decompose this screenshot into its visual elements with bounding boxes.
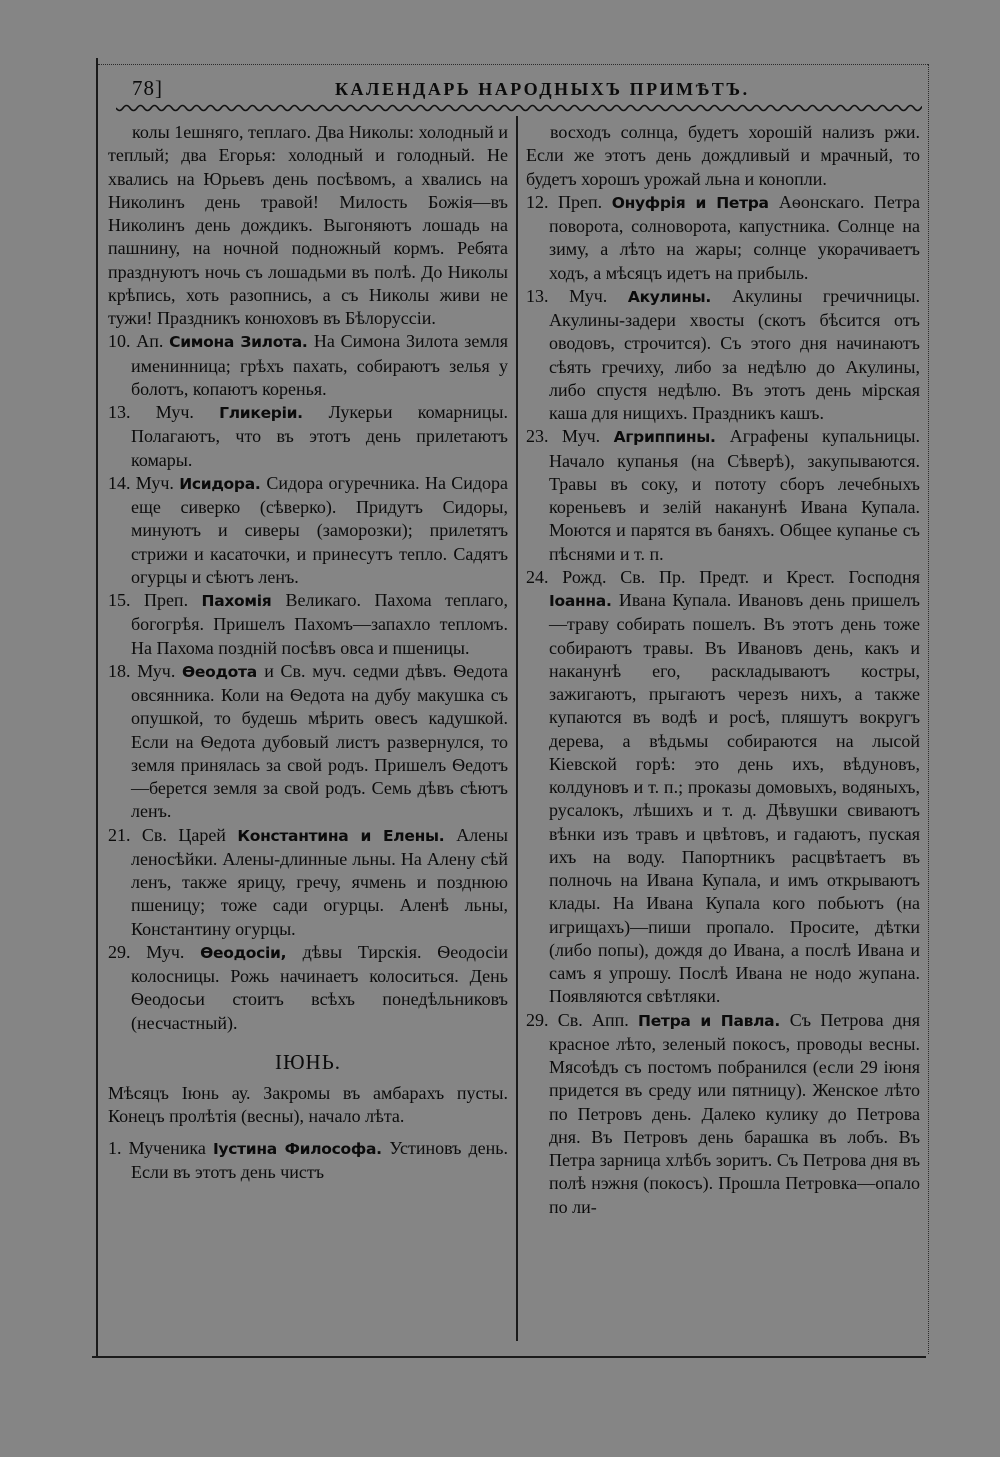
saint-name: Исидора. <box>179 474 267 493</box>
entry-date-label: 21. Св. Царей <box>108 824 238 845</box>
entry-continuation <box>526 121 920 191</box>
entry-date-label: 13. Муч. <box>108 402 220 422</box>
saint-name: Гликеріи. <box>219 404 329 422</box>
column-divider <box>516 116 518 1341</box>
entry-date-label: 12. Преп. <box>526 191 612 212</box>
entry-text: Великаго. Пахома теплаго, богогрѣя. Пришелъ Пахомъ—запахло тепломъ. На Пахома поздній посѣвъ овса и пшеницы. <box>131 590 508 658</box>
entry-june-24 <box>526 566 920 1009</box>
entry-date-label: 29. Св. Апп. <box>526 1009 639 1030</box>
entry-may-18 <box>108 660 508 824</box>
entry-text: и Св. муч. седми дѣвъ. Ѳедота овсянника. Коли на Ѳедота на дубу макушка съ опушкой, то будешь мѣрить овесъ кадушкой. Если на Ѳедота дубовый листъ развернулся, то земля принялась за свой родъ. Пришелъ Ѳедотъ—берется земля за свой родъ. Семь дѣвъ сѣютъ ленъ. <box>131 660 508 822</box>
entry-text: Аграфены купальницы. Начало купанья (на Сѣверѣ), закупываются. Травы въ соку, и пототу сборъ лечебныхъ кореньевъ и зелій наканунѣ Ивана Купала. Моются и парятся въ баняхъ. Общее купанье съ пѣснями и т. п. <box>549 426 920 564</box>
entry-may-10 <box>108 330 508 401</box>
entry-text: дѣвы Тирскія. Ѳеодосіи колосницы. Рожь начинаетъ колоситься. День Ѳеодосьи стоитъ всѣхъ понедѣльниковъ (несчастный). <box>131 941 509 1033</box>
wavy-rule-ornament <box>116 100 922 116</box>
entry-text: На Симона Зилота земля именинница; грѣхъ пахать, собираютъ зелья у болотъ, копаютъ коренья. <box>131 331 508 399</box>
entry-may-13 <box>108 401 508 472</box>
month-heading-june: ІЮНЬ. <box>274 1049 342 1074</box>
entry-text: Аѳонскаго. Петра поворота, солноворота, капустника. Солнце на зиму, а лѣто на жары; солнце укорачиваетъ ходъ, а мѣсяцъ идетъ на прибыль. <box>549 191 920 283</box>
entry-date-label: 23. Муч. <box>526 426 614 447</box>
entry-june-1 <box>108 1137 508 1185</box>
top-dotted-border <box>98 64 928 65</box>
saint-name: Онуфрія и Петра <box>611 193 779 212</box>
entry-date-label: 13. Муч. <box>526 285 628 306</box>
entry-may-29 <box>108 941 508 1035</box>
entry-date-label: 1. Мученика <box>108 1137 213 1158</box>
left-border-line <box>96 58 98 1358</box>
saint-name: Петра и Павла. <box>638 1011 790 1030</box>
entry-date-label: 14. Муч. <box>108 472 180 493</box>
saint-name: Акулины. <box>627 287 733 306</box>
saint-name: Агриппины. <box>613 428 730 447</box>
entry-june-29 <box>526 1009 920 1219</box>
entry-date-label: 10. Ап. <box>108 331 170 352</box>
saint-name: Симона Зилота. <box>169 333 314 352</box>
saint-name: Константина и Елены. <box>237 826 457 845</box>
saint-name: Пахомія <box>201 592 286 610</box>
saint-name: Іоанна. <box>549 592 619 610</box>
entry-may-15 <box>108 589 508 660</box>
entry-date-label: 15. Преп. <box>108 590 202 610</box>
entry-date-label: 24. Рожд. Св. Пр. Предт. и Крест. Господня <box>526 566 920 587</box>
right-dotted-border <box>928 64 930 1354</box>
bottom-border-line <box>92 1356 926 1358</box>
running-title: КАЛЕНДАРЬ НАРОДНЫХЪ ПРИМѢТЪ. <box>335 79 750 99</box>
month-intro: Мѣсяцъ Іюнь ау. Закромы въ амбарахъ пусты. Конецъ пролѣтія (весны), начало лѣта. <box>108 1083 508 1127</box>
entry-june-13 <box>526 285 920 426</box>
entry-text: колы 1ешняго, теплаго. Два Николы: холодный и теплый; два Егорья: холодный и голодный. Не хвались на Юрьевъ день посѣвомъ, а хвались на Николинъ день травой! Милость Божія—въ Николинъ день дождикъ. Выгоняютъ лошадь на пашнину, на ночной подножный кормъ. Ребята празднуютъ ночь съ лошадьми въ полѣ. До Николы крѣпись, хоть разопнись, а съ Николы живи не тужи! Праздникъ конюховъ въ Бѣлоруссіи. <box>108 122 508 328</box>
entry-june-12 <box>526 191 920 285</box>
entry-text: Сидора огуречника. На Сидора еще сиверко (сѣверко). Придутъ Сидоры, минуютъ и сиверы (заморозки); прилетятъ стрижи и касаточки, и принесутъ тепло. Садятъ огурцы и сѣютъ ленъ. <box>131 472 509 587</box>
left-column <box>108 121 508 1184</box>
entry-date-label: 18. Муч. <box>108 660 183 681</box>
entry-text: Съ Петрова дня красное лѣто, зеленый покосъ, проводы весны. Мясоѣдъ съ постомъ побранился (если 29 іюня придется въ среду или пятницу). Женское лѣто по Петровъ день. Далеко кулику до Петрова дня. Въ Петровъ день барашка въ лобъ. Въ Петра зарница хлѣбъ зоритъ. Съ Петрова дня въ полѣ нэжня (покосъ). Прошла Петровка—опало по ли- <box>549 1009 920 1217</box>
entry-text: Ивана Купала. Ивановъ день пришелъ—траву собирать пошелъ. Въ этотъ день тоже собираютъ травы. Въ Ивановъ день, какъ и наканунѣ его, раскладываютъ костры, зажигаютъ, прыгаютъ черезъ нихъ, а также купаются въ водѣ и росѣ, пляшутъ вокругъ дерева, а вѣдьмы собираются на лысой Кіевской горѣ: это день ихъ, вѣдуновъ, колдуновъ и т. п.; проказы домовыхъ, водяныхъ, русалокъ, лѣшихъ и т. д. Дѣвушки свиваютъ вѣнки изъ травъ и цвѣтовъ, и гадаютъ, пуская ихъ на воду. Папортникъ расцвѣтаетъ въ полночь на Ивана Купала, и имъ открываютъ клады. На Ивана Купала кого побьютъ (на игрищахъ)—пиши пропало. Просите, дѣтки (либо попы), дождя до Ивана, а послѣ Ивана и самъ я упрошу. Послѣ Ивана не нодо жупана. Появляются свѣтляки. <box>549 590 920 1007</box>
entry-text: Лукерьи комарницы. Полагаютъ, что въ этотъ день прилетаютъ комары. <box>131 402 509 470</box>
entry-may-21 <box>108 824 508 941</box>
right-column <box>526 121 920 1219</box>
entry-text: Алены леносѣйки. Алены-длинные льны. На Алену сѣй ленъ, также ярицу, гречу, ячмень и позднюю пшеницу; тоже сади огурцы. Аленѣ льны, Константину огурцы. <box>131 824 508 939</box>
entry-text: Акулины гречичницы. Акулины-задери хвосты (скотъ бѣсится отъ оводовъ, строчится). Съ этого дня начинаютъ сѣять гречиху, либо за недѣлю до Акулины, либо спустя недѣлю. Въ этотъ день мірская каша для нищихъ. Праздникъ кашъ. <box>549 285 920 423</box>
entry-date-label: 29. Муч. <box>108 941 201 962</box>
saint-name: Іустина Философа. <box>212 1139 390 1158</box>
entry-may-14 <box>108 472 508 589</box>
saint-name: Ѳеодосіи, <box>200 943 303 962</box>
entry-text: восходъ солнца, будетъ хорошій нализъ ржи. Если же этотъ день дождливый и мрачный, то будетъ хорошъ урожай льна и конопли. <box>526 122 920 189</box>
entry-june-23 <box>526 425 920 566</box>
entry-continuation <box>108 121 508 330</box>
page-number: 78] <box>132 76 163 100</box>
saint-name: Ѳеодота <box>182 662 265 681</box>
entry-text: Устиновъ день. Если въ этотъ день чистъ <box>131 1137 508 1182</box>
